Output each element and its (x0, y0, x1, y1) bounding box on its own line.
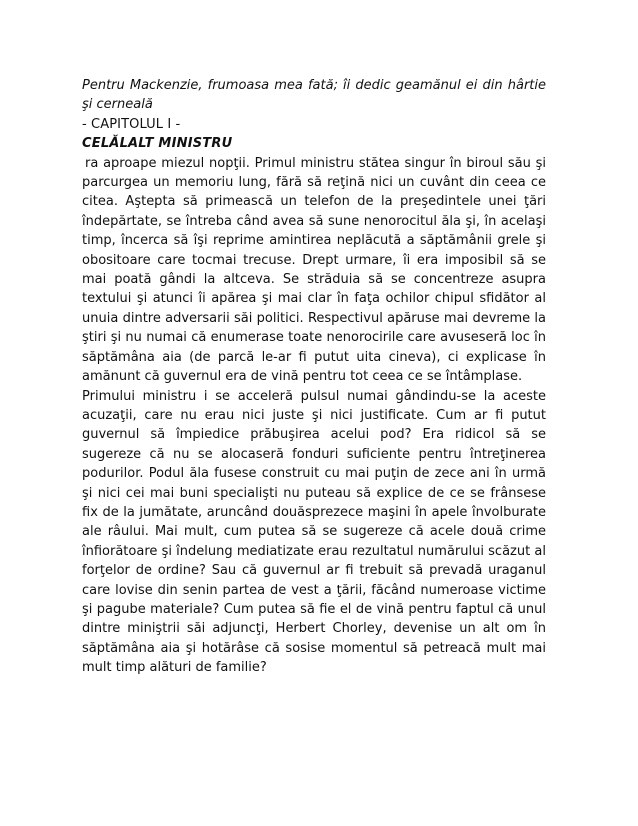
document-page (82, 76, 546, 678)
chapter-title: CELĂLALT MINISTRU (82, 136, 233, 152)
paragraph-2: Primului ministru i se acceleră pulsul numai gândindu-se la aceste acuzaţii, care nu erau nici juste şi nici justificate. Cum ar fi putut guvernul să împiedice prăbuşirea acelui pod? Era ridicol să se sugereze că nu se alocaseră fonduri suficiente pentru întreţinerea podurilor. Podul ăla fusese construit cu mai puţin de zece ani în urmă şi nici cei mai buni specialişti nu puteau să explice de ce se frânsese fix de la jumătate, aruncând douăsprezece maşini în apele învolburate ale râului. Mai mult, cum putea să se sugereze că acele două crime înfiorătoare şi îndelung mediatizate erau rezultatul numărului scăzut al forţelor de ordine? Sau că guvernul ar fi trebuit să prevadă uraganul care lovise din senin partea de vest a ţării, făcând numeroase victime şi pagube materiale? Cum putea să fie el de vină pentru faptul că unul dintre miniştrii săi adjuncţi, Herbert Chorley, devenise un alt om în săptămâna aia şi hotărâse că sosise momentul să petreacă mult mai mult timp alături de familie? (82, 388, 546, 676)
paragraph-1: ra aproape miezul nopţii. Primul ministru stătea singur în biroul său şi parcurgea un memoriu lung, fără să reţină nici un cuvânt din ceea ce citea. Aştepta să primească un telefon de la preşedintele unei ţări îndepărtate, se întreba când avea să sune nenorocitul ăla şi, în acelaşi timp, încerca să îşi reprime amintirea neplăcută a săptămânii grele şi obositoare care tocmai trecuse. Drept urmare, îi era imposibil să se mai poată gândi la altceva. Se străduia să se concentreze asupra textului şi atunci îi apărea şi mai clar în faţa ochilor chipul sfidător al unuia dintre adversarii săi politici. Respectivul apăruse mai devreme la ştiri şi nu numai că enumerase toate nenorocirile care avuseseră loc în săptămâna aia (de parcă le-ar fi putut uita cineva), ci explicase în amănunt că guvernul era de vină pentru tot ceea ce se întâmplase. (82, 155, 546, 385)
dedication: Pentru Mackenzie, frumoasa mea fată; îi dedic geamănul ei din hârtie şi cerneală (82, 78, 546, 113)
chapter-label: - CAPITOLUL I - (82, 116, 181, 132)
